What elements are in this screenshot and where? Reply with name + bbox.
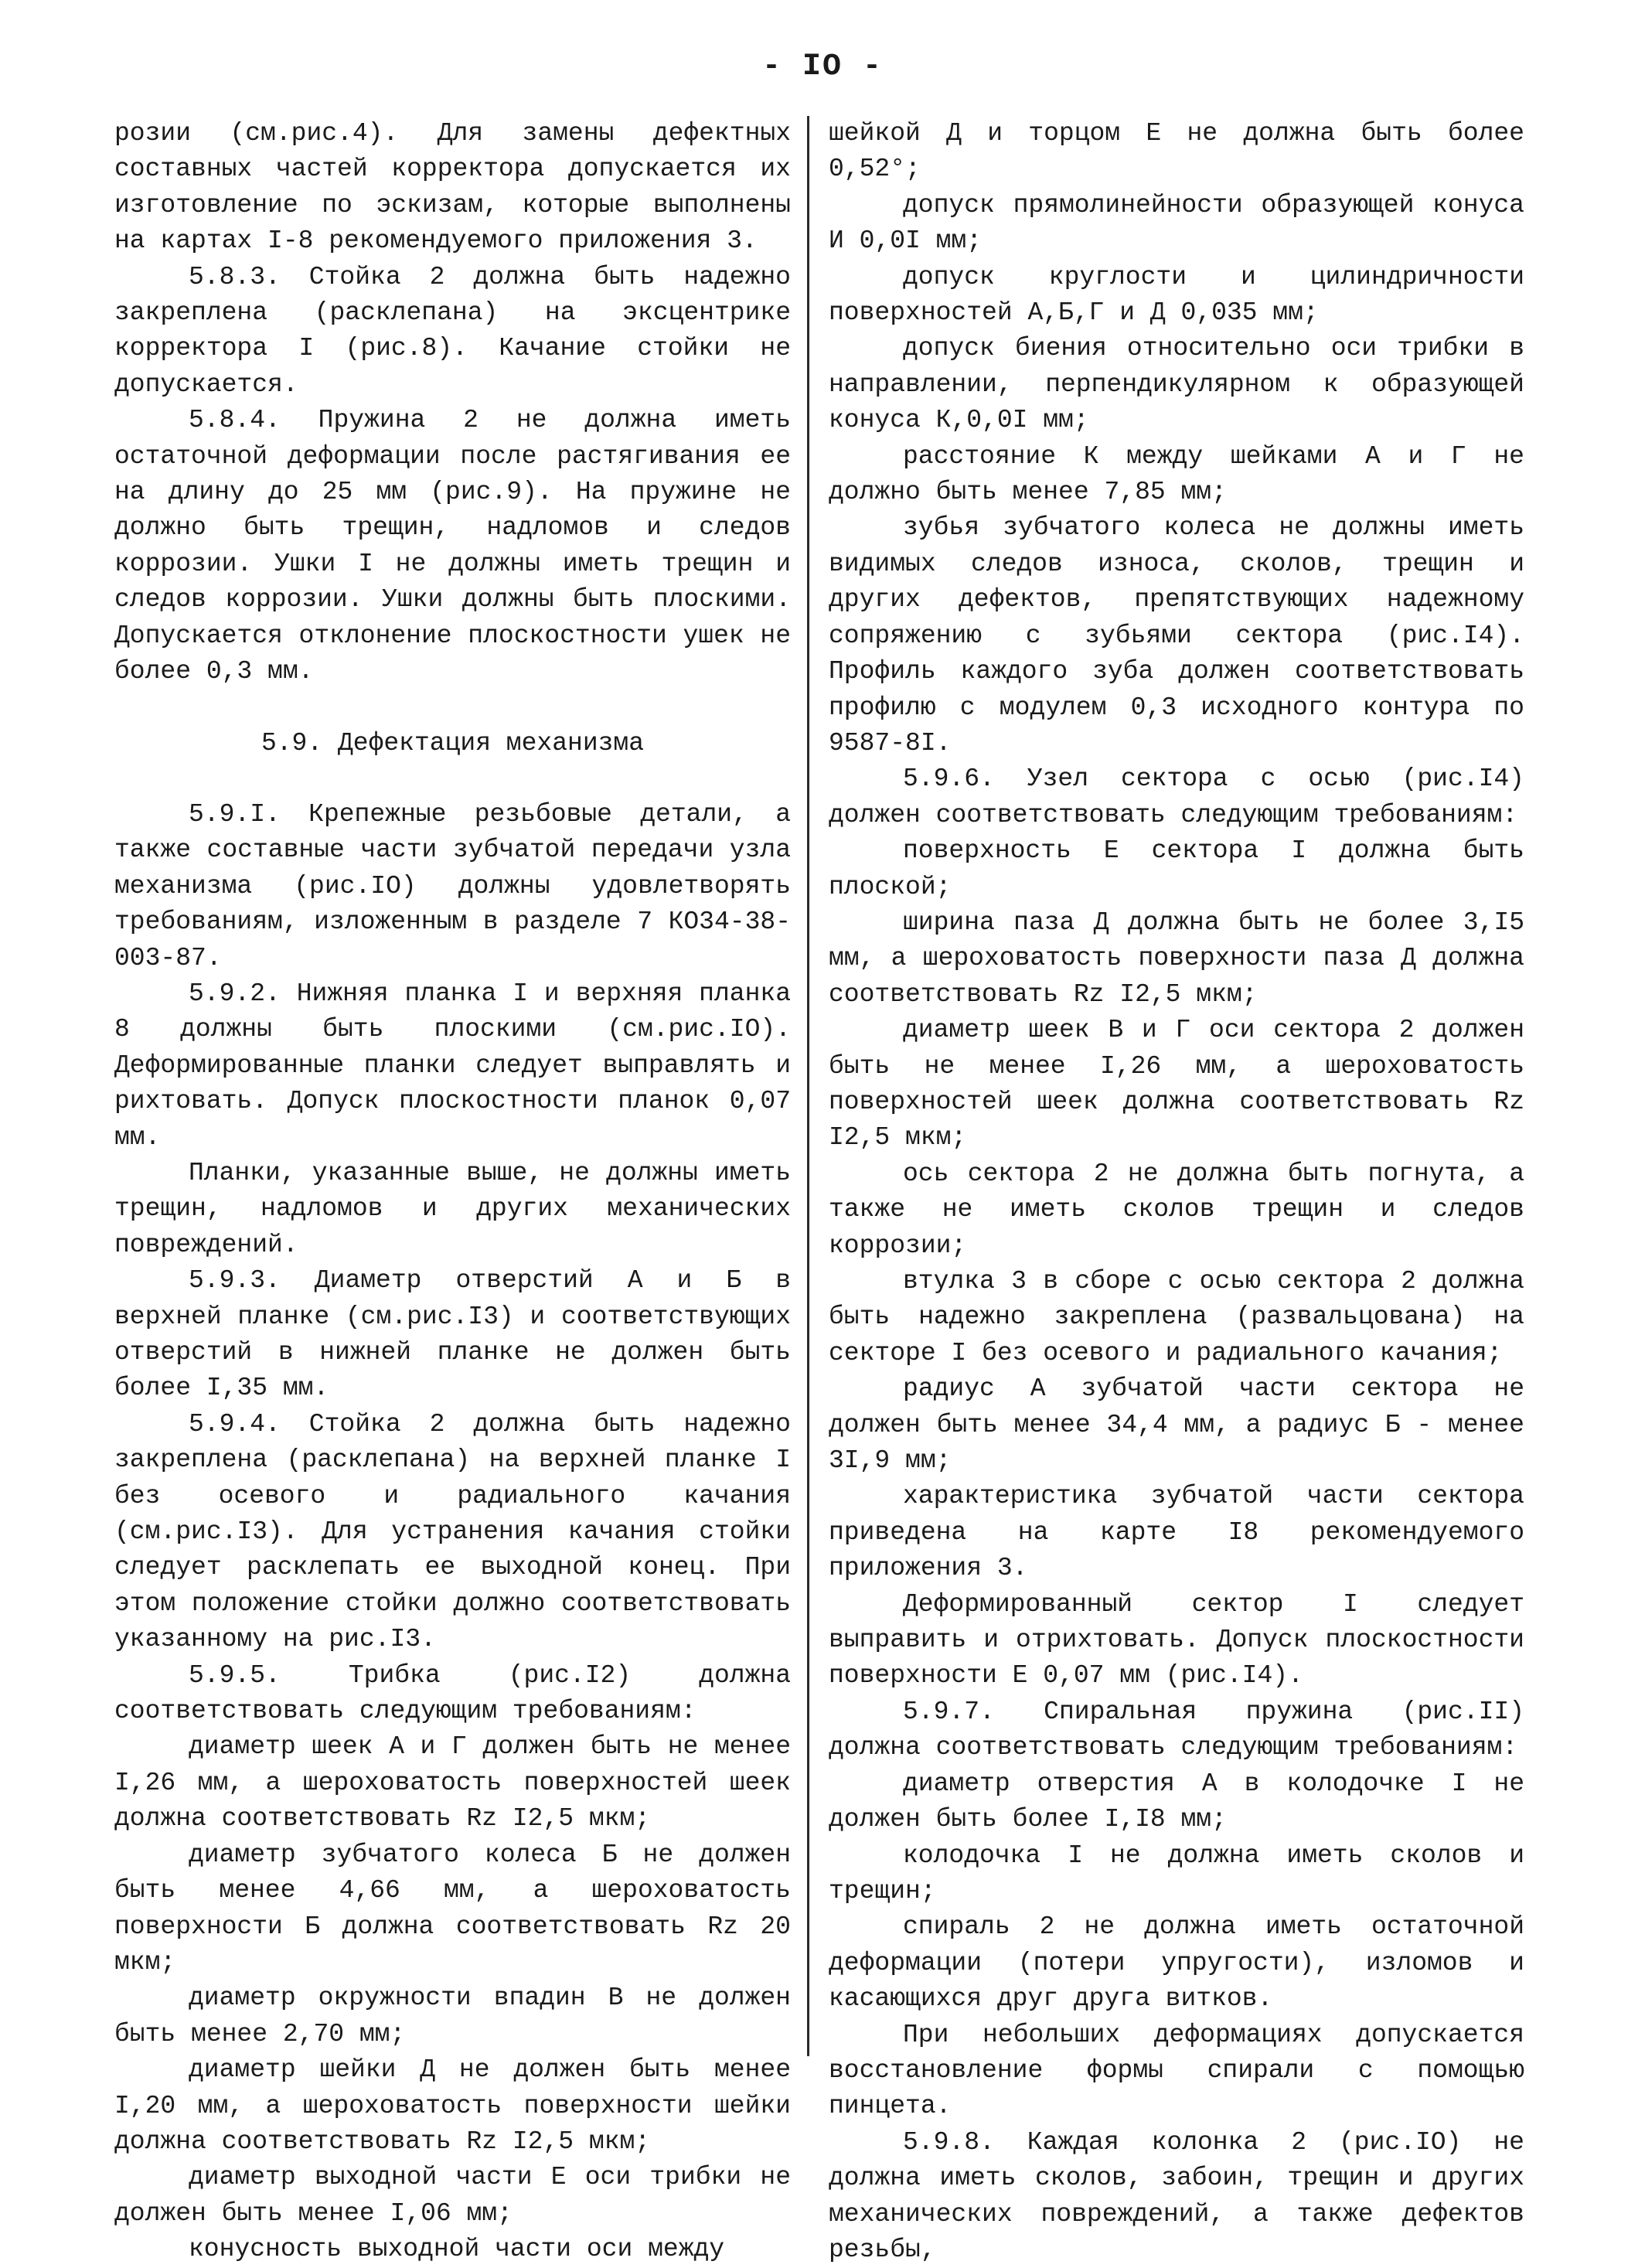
right-column [829, 116, 1524, 2268]
paragraph: 5.9.2. Нижняя планка I и верхняя планка 8 должны быть плоскими (см.рис.IO). Деформированные планки следует выправлять и рихтовать. Допуск плоскостности планок 0,07 мм. [114, 979, 791, 1152]
paragraph: 5.9.3. Диаметр отверстий А и Б в верхней планке (см.рис.I3) и соответствующих отверстий в нижней планке не должен быть более I,35 мм. [114, 1266, 791, 1403]
paragraph: 5.8.4. Пружина 2 не должна иметь остаточной деформации после растягивания ее на длину до 25 мм (рис.9). На пружине не должно быть трещин, надломов и следов коррозии. Ушки I не должны иметь трещин и следов коррозии. Ушки должны быть плоскими. Допускается отклонение плоскостности ушек не более 0,3 мм. [114, 406, 791, 686]
paragraph: 5.9.4. Стойка 2 должна быть надежно закреплена (расклепана) на верхней планке I без осевого и радиального качания (см.рис.I3). Для устранения качания стойки следует расклепать ее выходной конец. При этом положение стойки должно соответствовать указанному на рис.I3. [114, 1409, 791, 1654]
paragraph: диаметр шеек А и Г должен быть не менее I,26 мм, а шероховатость поверхностей шеек должна соответствовать Rz I2,5 мкм; [114, 1732, 791, 1834]
paragraph: допуск биения относительно оси трибки в направлении, перпендикулярном к образующей конуса К,0,0I мм; [829, 334, 1524, 435]
paragraph: конусность выходной части оси между [189, 2235, 725, 2264]
paragraph: При небольших деформациях допускается восстановление формы спирали с помощью пинцета. [829, 2020, 1524, 2121]
paragraph: розии (см.рис.4). Для замены дефектных составных частей корректора допускается их изготовление по эскизам, которые выполнены на картах I-8 рекомендуемого приложения 3. [114, 119, 791, 256]
paragraph: поверхность Е сектора I должна быть плоской; [829, 836, 1524, 901]
paragraph: радиус А зубчатой части сектора не должен быть менее 34,4 мм, а радиус Б - менее 3I,9 мм; [829, 1374, 1524, 1476]
paragraph: допуск круглости и цилиндричности поверхностей А,Б,Г и Д 0,035 мм; [829, 262, 1524, 328]
paragraph: 5.9.5. Трибка (рис.I2) должна соответствовать следующим требованиям: [114, 1660, 791, 1726]
section-heading: 5.9. Дефектация механизма [261, 728, 645, 758]
paragraph: Деформированный сектор I следует выправить и отрихтовать. Допуск плоскостности поверхности Е 0,07 мм (рис.I4). [829, 1589, 1524, 1691]
paragraph: диаметр окружности впадин В не должен быть менее 2,70 мм; [114, 1984, 791, 2048]
paragraph: спираль 2 не должна иметь остаточной деформации (потери упругости), изломов и касающихся друг друга витков. [829, 1912, 1524, 2014]
paragraph: 5.9.I. Крепежные резьбовые детали, а также составные части зубчатой передачи узла механизма (рис.IO) должны удовлетворять требованиям, изложенным в разделе 7 КО34-38-003-87. [114, 799, 791, 972]
column-divider [807, 116, 809, 2056]
left-column [114, 116, 791, 2268]
paragraph: 5.9.6. Узел сектора с осью (рис.I4) должен соответствовать следующим требованиям: [829, 765, 1524, 829]
paragraph: зубья зубчатого колеса не должны иметь видимых следов износа, сколов, трещин и других дефектов, препятствующих надежному сопряжению с зубьями сектора (рис.I4). Профиль каждого зуба должен соответствовать профилю с модулем 0,3 исходного контура по 9587-8I. [829, 513, 1524, 758]
paragraph: диаметр выходной части Е оси трибки не должен быть менее I,06 мм; [114, 2163, 791, 2228]
paragraph: 5.8.3. Стойка 2 должна быть надежно закреплена (расклепана) на эксцентрике корректора I (рис.8). Качание стойки не допускается. [114, 262, 791, 399]
paragraph: характеристика зубчатой части сектора приведена на карте I8 рекомендуемого приложения 3. [829, 1482, 1524, 1583]
paragraph: допуск прямолинейности образующей конуса И 0,0I мм; [829, 190, 1524, 256]
paragraph: Планки, указанные выше, не должны иметь трещин, надломов и других механических повреждений. [114, 1158, 791, 1259]
paragraph: 5.9.7. Спиральная пружина (рис.II) должна соответствовать следующим требованиям: [829, 1697, 1524, 1762]
paragraph: шейкой Д и торцом Е не должна быть более 0,52°; [829, 119, 1524, 184]
paragraph: 5.9.8. Каждая колонка 2 (рис.IO) не должна иметь сколов, забоин, трещин и других механических повреждений, а также дефектов резьбы, [829, 2127, 1524, 2264]
paragraph: диаметр отверстия А в колодочке I не должен быть более I,I8 мм; [829, 1769, 1524, 1834]
paragraph: диаметр шейки Д не должен быть менее I,20 мм, а шероховатость поверхности шейки должна соответствовать Rz I2,5 мкм; [114, 2055, 791, 2156]
paragraph: диаметр зубчатого колеса Б не должен быть менее 4,66 мм, а шероховатость поверхности Б должна соответствовать Rz 20 мкм; [114, 1840, 791, 1977]
paragraph: диаметр шеек В и Г оси сектора 2 должен быть не менее I,26 мм, а шероховатость поверхностей шеек должна соответствовать Rz I2,5 мкм; [829, 1016, 1524, 1153]
page-number: - IO - [761, 49, 884, 84]
paragraph: втулка 3 в сборе с осью сектора 2 должна быть надежно закреплена (развальцована) на секторе I без осевого и радиального качания; [829, 1267, 1524, 1367]
paragraph: расстояние К между шейками А и Г не должно быть менее 7,85 мм; [829, 441, 1524, 507]
paragraph: ось сектора 2 не должна быть погнута, а также не иметь сколов трещин и следов коррозии; [829, 1159, 1524, 1260]
paragraph: ширина паза Д должна быть не более 3,I5 мм, а шероховатость поверхности паза Д должна соответствовать Rz I2,5 мкм; [829, 908, 1524, 1009]
paragraph: колодочка I не должна иметь сколов и трещин; [829, 1841, 1524, 1905]
